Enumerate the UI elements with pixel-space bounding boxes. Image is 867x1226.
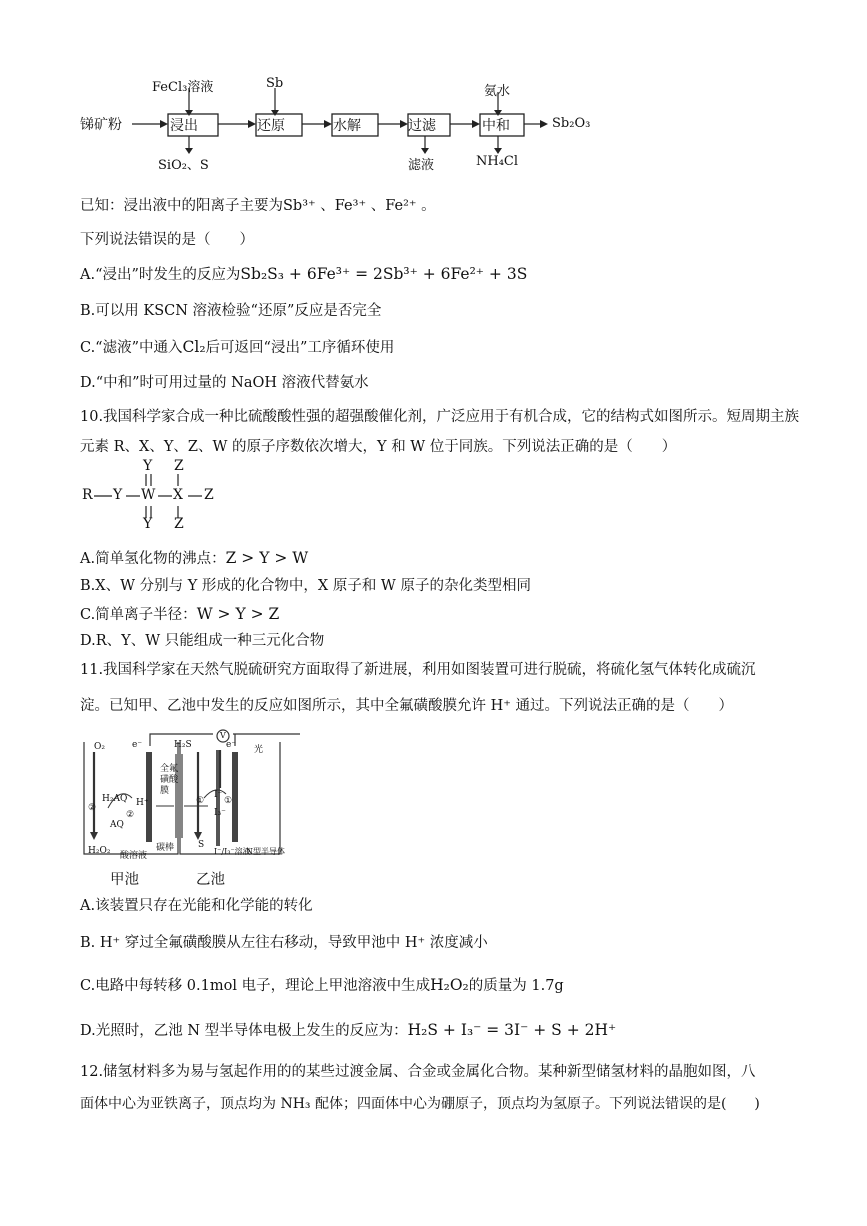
q10-option-a-text: A.简单氢化物的沸点： xyxy=(80,551,226,567)
q11-option-d xyxy=(80,1020,616,1041)
label-acid-solution: 酸溶液 xyxy=(120,851,148,861)
q10-option-b: B.X、W 分别与 Y 形成的化合物中，X 原子和 W 原子的杂化类型相同 xyxy=(80,578,531,594)
label-step-1-left: ① xyxy=(196,796,205,806)
q10-atom-z-top: Z xyxy=(174,458,184,474)
label-e-right: e⁻ xyxy=(226,740,237,750)
q10-option-c-text: C.简单离子半径： xyxy=(80,607,197,623)
label-light: 光 xyxy=(254,745,264,755)
q10-option-c-equation: W > Y > Z xyxy=(196,605,280,623)
carbon-rod-electrode xyxy=(146,752,152,842)
label-iodide: I⁻ xyxy=(214,790,223,800)
q11-stem-line2: 淀。已知甲、乙池中发生的反应如图所示，其中全氟磺酸膜允许 H⁺ 通过。下列说法正确的是（ ） xyxy=(80,698,734,714)
flow-step-filter: 过滤 xyxy=(408,118,436,134)
q11-option-a: A.该装置只存在光能和化学能的转化 xyxy=(80,898,313,914)
flow-input-fecl3: FeCl₃溶液 xyxy=(152,80,214,95)
q9-known: 已知：浸出液中的阳离子主要为Sb³⁺ 、Fe³⁺ 、Fe²⁺ 。 xyxy=(80,198,436,214)
q10-atom-r: R xyxy=(82,487,93,503)
q12-stem-line1: 12.储氢材料多为易与氢起作用的的某些过渡金属、合金或金属化合物。某种新型储氢材料的晶胞如图，八 xyxy=(80,1064,756,1080)
label-membrane: 全氟磺酸膜 xyxy=(160,764,179,796)
flow-step-neutralize: 中和 xyxy=(482,118,510,134)
q9-option-a-text: A.“浸出”时发生的反应为 xyxy=(80,267,241,283)
flow-input-sb: Sb xyxy=(266,76,284,91)
q10-option-a xyxy=(80,548,308,569)
q9-option-d: D.“中和”时可用过量的 NaOH 溶液代替氨水 xyxy=(80,375,369,391)
q10-option-a-equation: Z > Y > W xyxy=(225,549,309,567)
q9-option-a xyxy=(80,264,527,285)
q10-atom-w: W xyxy=(141,487,156,503)
q11-option-d-equation: H₂S + I₃⁻ = 3I⁻ + S + 2H⁺ xyxy=(407,1021,617,1039)
label-sulfur: S xyxy=(198,840,205,850)
caption-left-cell: 甲池 xyxy=(110,872,139,888)
label-voltmeter: V xyxy=(220,731,226,740)
q9-option-c-post: 后可返回“浸出”工序循环使用 xyxy=(205,340,395,356)
label-step-2-left: ② xyxy=(88,803,97,813)
flow-output-nh4cl: NH₄Cl xyxy=(476,154,519,169)
flow-step-hydrolysis: 水解 xyxy=(333,118,361,134)
q10-option-d: D.R、Y、W 只能组成一种三元化合物 xyxy=(80,633,325,649)
q11-option-d-text: D.光照时，乙池 N 型半导体电极上发生的反应为： xyxy=(80,1023,408,1039)
q11-option-c-pre: C.电路中每转移 0.1mol 电子，理论上甲池溶液中生成 xyxy=(80,978,431,994)
q10-atom-z-bottom: Z xyxy=(174,516,184,532)
q12-stem-line2: 面体中心为亚铁离子，顶点均为 NH₃ 配体；四面体中心为硼原子，顶点均为氢原子。下列说法错误的是( ) xyxy=(80,1096,760,1112)
q11-option-c xyxy=(80,975,564,996)
label-h2aq: H₂AQ xyxy=(102,794,128,804)
flow-output-filtrate: 滤液 xyxy=(408,158,435,173)
q9-option-a-equation: Sb₂S₃ + 6Fe³⁺ = 2Sb³⁺ + 6Fe²⁺ + 3S xyxy=(240,265,528,283)
q11-stem-line1: 11.我国科学家在天然气脱硫研究方面取得了新进展，利用如图装置可进行脱硫，将硫化氢气体转化成硫沉 xyxy=(80,662,756,678)
label-triiodide: I₃⁻ xyxy=(214,808,226,818)
q10-atom-x: X xyxy=(173,487,183,503)
label-step-2-right: ② xyxy=(126,810,135,820)
flow-input-ammonia: 氨水 xyxy=(484,84,511,99)
label-h2s: H₂S xyxy=(174,740,192,750)
q11-option-c-chem: H₂O₂ xyxy=(430,976,469,994)
q9-stem: 下列说法错误的是（ ） xyxy=(80,232,254,248)
label-carbon-rod: 碳棒 xyxy=(156,843,175,853)
label-h2o2: H₂O₂ xyxy=(88,846,111,856)
flow-product: Sb₂O₃ xyxy=(552,116,591,131)
label-n-semiconductor: N型半导体 xyxy=(246,847,285,856)
q10-option-c xyxy=(80,604,279,625)
label-hplus: H⁺ xyxy=(136,798,149,808)
q11-option-b: B. H⁺ 穿过全氟磺酸膜从左往右移动，导致甲池中 H⁺ 浓度减小 xyxy=(80,935,488,951)
q10-atom-y-center: Y xyxy=(113,487,123,503)
q9-option-c xyxy=(80,337,394,358)
label-o2: O₂ xyxy=(94,742,105,752)
caption-right-cell: 乙池 xyxy=(196,872,225,888)
q9-option-b: B.可以用 KSCN 溶液检验“还原”反应是否完全 xyxy=(80,303,382,319)
label-e-left: e⁻ xyxy=(132,740,143,750)
label-iodide-solution: I⁻/I₃⁻溶液 xyxy=(214,847,251,856)
q10-atom-y-bottom: Y xyxy=(143,516,153,532)
label-aq: AQ xyxy=(110,820,124,830)
label-step-1-right: ① xyxy=(224,796,233,806)
flow-step-reduce: 还原 xyxy=(257,118,285,134)
q10-stem: 10.我国科学家合成一种比硫酸酸性强的超强酸催化剂，广泛应用于有机合成，它的结构式如图所示。短周期主族元素 R、X、Y、Z、W 的原子序数依次增大，Y 和 W 位于同族。下列说法正确的是（ ） xyxy=(80,409,800,455)
q10-atom-z-right: Z xyxy=(204,487,214,503)
q9-option-c-pre: C.“滤液”中通入 xyxy=(80,340,183,356)
q10-atom-y-top: Y xyxy=(143,458,153,474)
q11-option-c-post: 的质量为 1.7g xyxy=(468,978,564,994)
semiconductor-electrode xyxy=(232,752,238,842)
flow-output-sio2: SiO₂、S xyxy=(158,158,209,173)
flow-start: 锑矿粉 xyxy=(80,117,122,133)
flow-step-leach: 浸出 xyxy=(170,118,198,134)
q9-option-c-chem: Cl₂ xyxy=(182,338,206,356)
